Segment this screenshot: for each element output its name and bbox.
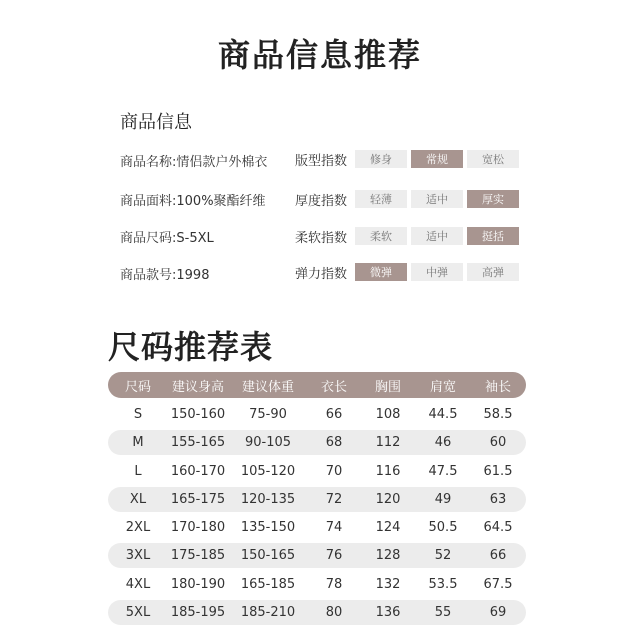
index-option-pill: 厚实 [467, 190, 519, 208]
index-option-pill: 常规 [411, 150, 463, 168]
product-name: 商品名称:情侣款户外棉衣 [120, 155, 268, 170]
table-cell: 175-185 [170, 548, 226, 564]
table-header-cell: 尺码 [124, 379, 151, 395]
table-cell: 66 [489, 548, 507, 564]
table-cell: 185-210 [240, 605, 296, 621]
table-cell: 78 [325, 576, 343, 592]
table-cell: 61.5 [483, 463, 513, 479]
size-table [108, 372, 526, 628]
table-cell: 120-135 [240, 491, 296, 507]
table-row [108, 543, 526, 568]
table-cell: 72 [325, 491, 343, 507]
table-cell: 165-185 [240, 576, 296, 592]
table-cell: 108 [375, 407, 401, 422]
product-fabric: 商品面料:100%聚酯纤维 [120, 194, 266, 209]
table-cell: XL [129, 491, 147, 507]
table-row [108, 430, 526, 455]
index-option-pill: 挺括 [467, 227, 519, 245]
index-option-pill: 柔软 [355, 227, 407, 245]
table-cell: 160-170 [170, 463, 226, 479]
index-row [295, 263, 523, 281]
table-cell: 55 [434, 605, 452, 621]
product-size-range: 商品尺码:S-5XL [120, 231, 214, 246]
index-row [295, 190, 523, 208]
page-title: 商品信息推荐 [217, 36, 422, 74]
index-row [295, 150, 523, 168]
table-header-row [108, 372, 526, 398]
table-cell: 3XL [125, 548, 151, 564]
size-table-title: 尺码推荐表 [108, 328, 274, 366]
table-cell: 44.5 [428, 407, 458, 422]
table-cell: 124 [375, 520, 401, 536]
table-cell: 75-90 [249, 407, 287, 422]
table-row [108, 402, 526, 427]
index-option-pill: 高弹 [467, 263, 519, 281]
table-cell: 112 [375, 435, 401, 451]
table-cell: 155-165 [170, 435, 226, 451]
table-cell: 150-160 [170, 407, 226, 422]
table-cell: S [133, 407, 143, 422]
table-cell: 46 [434, 435, 452, 451]
index-label: 版型指数 [295, 153, 348, 169]
table-row [108, 515, 526, 540]
table-cell: 50.5 [428, 520, 458, 536]
table-cell: 150-165 [240, 548, 296, 564]
index-label: 厚度指数 [295, 193, 348, 209]
table-row [108, 600, 526, 625]
index-option-pill: 修身 [355, 150, 407, 168]
table-cell: 132 [375, 576, 401, 592]
table-cell: 53.5 [428, 576, 458, 592]
table-header-cell: 胸围 [374, 379, 401, 395]
table-cell: 60 [489, 435, 507, 451]
table-cell: 128 [375, 548, 401, 564]
table-cell: 47.5 [428, 463, 458, 479]
table-header-cell: 衣长 [320, 379, 347, 395]
table-cell: 68 [325, 435, 343, 451]
table-cell: 165-175 [170, 491, 226, 507]
table-cell: 70 [325, 463, 343, 479]
table-row [108, 459, 526, 484]
table-row [108, 487, 526, 512]
table-cell: 80 [325, 605, 343, 621]
index-label: 柔软指数 [295, 230, 348, 246]
table-cell: 4XL [125, 576, 151, 592]
table-cell: 5XL [125, 605, 151, 621]
table-cell: 116 [375, 463, 401, 479]
table-cell: 90-105 [244, 435, 292, 451]
table-cell: 67.5 [483, 576, 513, 592]
table-cell: 69 [489, 605, 507, 621]
table-cell: L [134, 463, 142, 479]
product-style-number: 商品款号:1998 [120, 268, 210, 283]
table-cell: 63 [489, 491, 507, 507]
table-cell: 58.5 [483, 407, 513, 422]
index-option-pill: 中弹 [411, 263, 463, 281]
table-cell: 64.5 [483, 520, 513, 536]
table-cell: 105-120 [240, 463, 296, 479]
table-cell: 135-150 [240, 520, 296, 536]
table-cell: 136 [375, 605, 401, 621]
table-cell: 49 [434, 491, 452, 507]
table-cell: 76 [325, 548, 343, 564]
table-cell: 180-190 [170, 576, 226, 592]
index-option-pill: 适中 [411, 227, 463, 245]
table-header-cell: 袖长 [484, 379, 511, 395]
table-header-cell: 建议身高 [171, 379, 224, 395]
table-cell: 170-180 [170, 520, 226, 536]
product-info-title: 商品信息 [120, 112, 192, 133]
index-option-pill: 轻薄 [355, 190, 407, 208]
table-cell: 2XL [125, 520, 151, 536]
index-option-pill: 宽松 [467, 150, 519, 168]
index-option-pill: 适中 [411, 190, 463, 208]
index-option-pill: 微弹 [355, 263, 407, 281]
table-header-cell: 建议体重 [241, 379, 294, 395]
table-cell: 185-195 [170, 605, 226, 621]
index-row [295, 227, 523, 245]
table-cell: 120 [375, 491, 401, 507]
index-label: 弹力指数 [295, 266, 348, 282]
table-cell: 66 [325, 407, 343, 422]
table-header-cell: 肩宽 [429, 379, 456, 395]
table-cell: M [132, 435, 144, 451]
table-cell: 74 [325, 520, 343, 536]
table-cell: 52 [434, 548, 452, 564]
table-row [108, 572, 526, 597]
